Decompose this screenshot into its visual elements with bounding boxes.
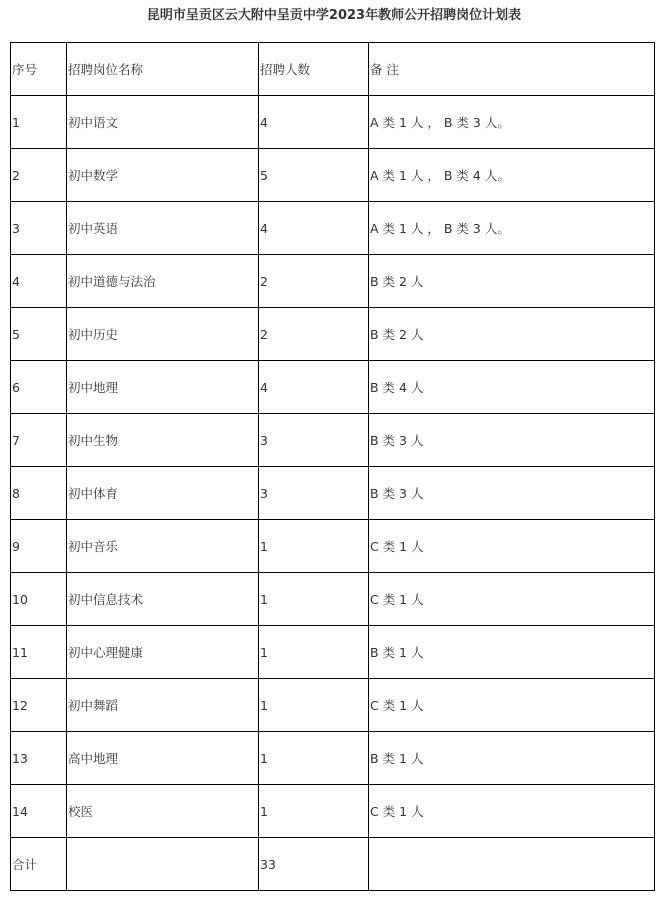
cell-remarks: B 类 2 人 bbox=[369, 308, 655, 361]
cell-count: 4 bbox=[259, 361, 369, 414]
cell-count: 4 bbox=[259, 202, 369, 255]
cell-position: 初中舞蹈 bbox=[67, 679, 259, 732]
total-count-cell: 33 bbox=[259, 838, 369, 891]
cell-position: 初中英语 bbox=[67, 202, 259, 255]
table-row bbox=[11, 679, 655, 732]
cell-position: 初中地理 bbox=[67, 361, 259, 414]
table-row bbox=[11, 573, 655, 626]
cell-position: 初中语文 bbox=[67, 96, 259, 149]
table-row bbox=[11, 96, 655, 149]
cell-position: 高中地理 bbox=[67, 732, 259, 785]
cell-index: 14 bbox=[11, 785, 67, 838]
cell-count: 2 bbox=[259, 308, 369, 361]
cell-position: 初中体育 bbox=[67, 467, 259, 520]
table-row bbox=[11, 149, 655, 202]
cell-index: 13 bbox=[11, 732, 67, 785]
cell-position: 初中心理健康 bbox=[67, 626, 259, 679]
cell-remarks: A 类 1 人 ， B 类 4 人。 bbox=[369, 149, 655, 202]
cell-index: 4 bbox=[11, 255, 67, 308]
table-row bbox=[11, 467, 655, 520]
cell-position: 初中道德与法治 bbox=[67, 255, 259, 308]
header-cell-count: 招聘人数 bbox=[259, 43, 369, 96]
cell-remarks: C 类 1 人 bbox=[369, 520, 655, 573]
cell-remarks: B 类 3 人 bbox=[369, 467, 655, 520]
cell-index: 2 bbox=[11, 149, 67, 202]
table-row bbox=[11, 732, 655, 785]
cell-remarks: C 类 1 人 bbox=[369, 573, 655, 626]
cell-position: 初中音乐 bbox=[67, 520, 259, 573]
cell-remarks: A 类 1 人 ， B 类 3 人。 bbox=[369, 96, 655, 149]
cell-count: 1 bbox=[259, 626, 369, 679]
cell-count: 3 bbox=[259, 414, 369, 467]
page-title: 昆明市呈贡区云大附中呈贡中学2023年教师公开招聘岗位计划表 bbox=[146, 8, 522, 23]
cell-remarks: B 类 1 人 bbox=[369, 732, 655, 785]
cell-remarks: B 类 3 人 bbox=[369, 414, 655, 467]
cell-count: 4 bbox=[259, 96, 369, 149]
cell-count: 5 bbox=[259, 149, 369, 202]
cell-position: 校医 bbox=[67, 785, 259, 838]
total-label-cell: 合计 bbox=[11, 838, 67, 891]
cell-position: 初中历史 bbox=[67, 308, 259, 361]
table-row bbox=[11, 308, 655, 361]
table-row bbox=[11, 202, 655, 255]
table-row bbox=[11, 785, 655, 838]
cell-index: 12 bbox=[11, 679, 67, 732]
cell-index: 8 bbox=[11, 467, 67, 520]
cell-index: 9 bbox=[11, 520, 67, 573]
cell-count: 1 bbox=[259, 573, 369, 626]
cell-remarks: B 类 2 人 bbox=[369, 255, 655, 308]
cell-index: 1 bbox=[11, 96, 67, 149]
table-row bbox=[11, 520, 655, 573]
table-row bbox=[11, 414, 655, 467]
table-row bbox=[11, 361, 655, 414]
cell-index: 3 bbox=[11, 202, 67, 255]
cell-count: 3 bbox=[259, 467, 369, 520]
cell-remarks: B 类 4 人 bbox=[369, 361, 655, 414]
cell-index: 11 bbox=[11, 626, 67, 679]
cell-index: 5 bbox=[11, 308, 67, 361]
cell-remarks: B 类 1 人 bbox=[369, 626, 655, 679]
cell-position: 初中信息技术 bbox=[67, 573, 259, 626]
table-body bbox=[11, 43, 655, 891]
cell-position: 初中数学 bbox=[67, 149, 259, 202]
cell-index: 7 bbox=[11, 414, 67, 467]
header-cell-position: 招聘岗位名称 bbox=[67, 43, 259, 96]
table-total-row bbox=[11, 838, 655, 891]
header-cell-remarks: 备 注 bbox=[369, 43, 655, 96]
table-row bbox=[11, 255, 655, 308]
cell-remarks: C 类 1 人 bbox=[369, 785, 655, 838]
cell-remarks: C 类 1 人 bbox=[369, 679, 655, 732]
cell-count: 1 bbox=[259, 679, 369, 732]
recruitment-plan-table bbox=[10, 42, 655, 891]
cell-position: 初中生物 bbox=[67, 414, 259, 467]
total-remarks-cell bbox=[369, 838, 655, 891]
cell-index: 10 bbox=[11, 573, 67, 626]
total-empty-cell bbox=[67, 838, 259, 891]
table-header-row bbox=[11, 43, 655, 96]
cell-count: 1 bbox=[259, 732, 369, 785]
cell-remarks: A 类 1 人 ， B 类 3 人。 bbox=[369, 202, 655, 255]
table-row bbox=[11, 626, 655, 679]
cell-count: 2 bbox=[259, 255, 369, 308]
header-cell-index: 序号 bbox=[11, 43, 67, 96]
cell-index: 6 bbox=[11, 361, 67, 414]
cell-count: 1 bbox=[259, 785, 369, 838]
cell-count: 1 bbox=[259, 520, 369, 573]
